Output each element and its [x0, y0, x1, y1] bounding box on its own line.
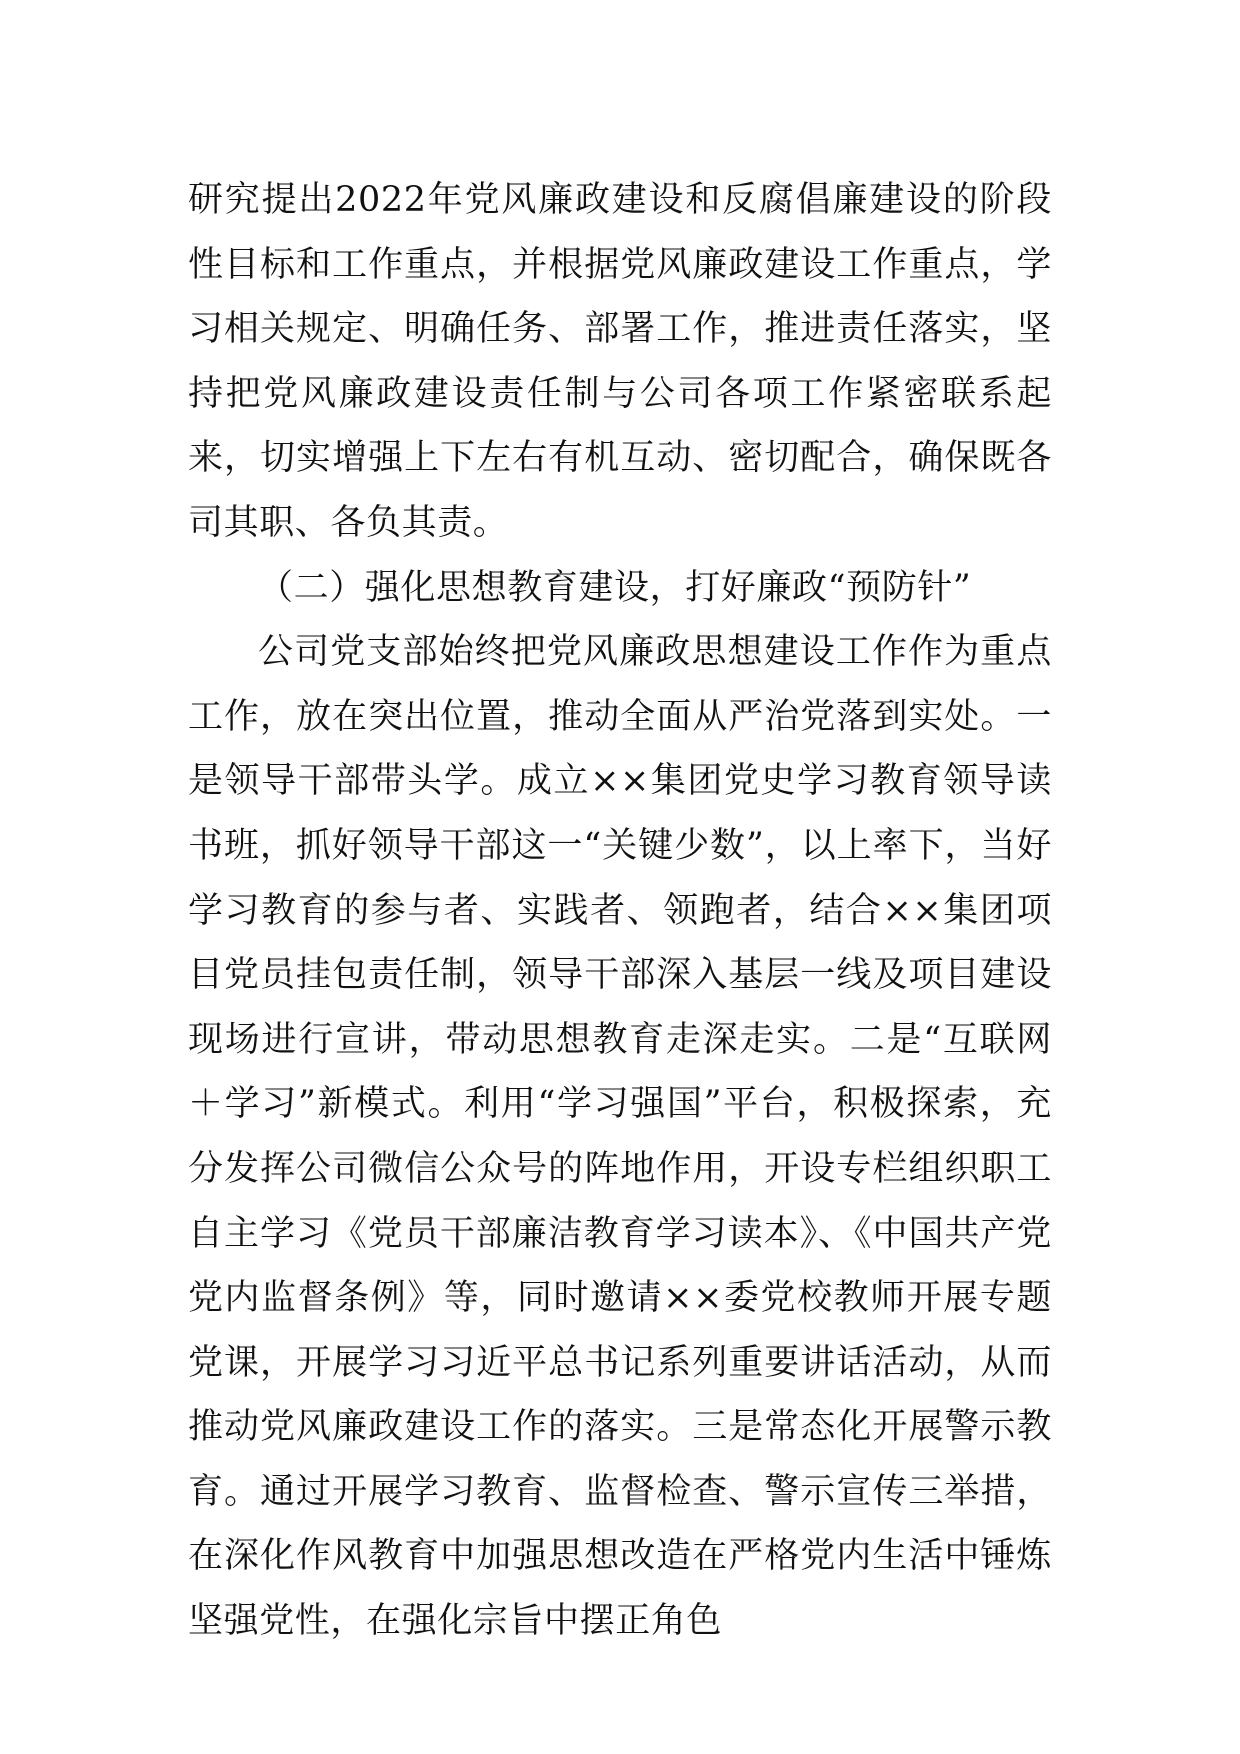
body-paragraph-2: 公司党支部始终把党风廉政思想建设工作作为重点工作，放在突出位置，推动全面从严治党落到实处。一是领导干部带头学。成立××集团党史学习教育领导读书班，抓好领导干部这一“关键少数”，以上率下，当好学习教育的参与者、实践者、领跑者，结合××集团项目党员挂包责任制，领导干部深入基层一线及项目建设现场进行宣讲，带动思想教育走深走实。二是“互联网＋学习”新模式。利用“学习强国”平台，积极探索，充分发挥公司微信公众号的阵地作用，开设专栏组织职工自主学习《党员干部廉洁教育学习读本》、《中国共产党党内监督条例》等，同时邀请××委党校教师开展专题党课，开展学习习近平总书记系列重要讲话活动，从而推动党风廉政建设工作的落实。三是常态化开展警示教育。通过开展学习教育、监督检查、警示宣传三举措，在深化作风教育中加强思想改造在严格党内生活中锤炼坚强党性，在强化宗旨中摆正角色: [188, 632, 1052, 1642]
section-heading: （二）强化思想教育建设，打好廉政“预防针”: [258, 567, 972, 608]
document-page: [188, 168, 1052, 1654]
body-paragraph-1: 研究提出2022年党风廉政建设和反腐倡廉建设的阶段性目标和工作重点，并根据党风廉政建设工作重点，学习相关规定、明确任务、部署工作，推进责任落实，坚持把党风廉政建设责任制与公司各项工作紧密联系起来，切实增强上下左右有机互动、密切配合，确保既各司其职、各负其责。: [188, 180, 1052, 543]
